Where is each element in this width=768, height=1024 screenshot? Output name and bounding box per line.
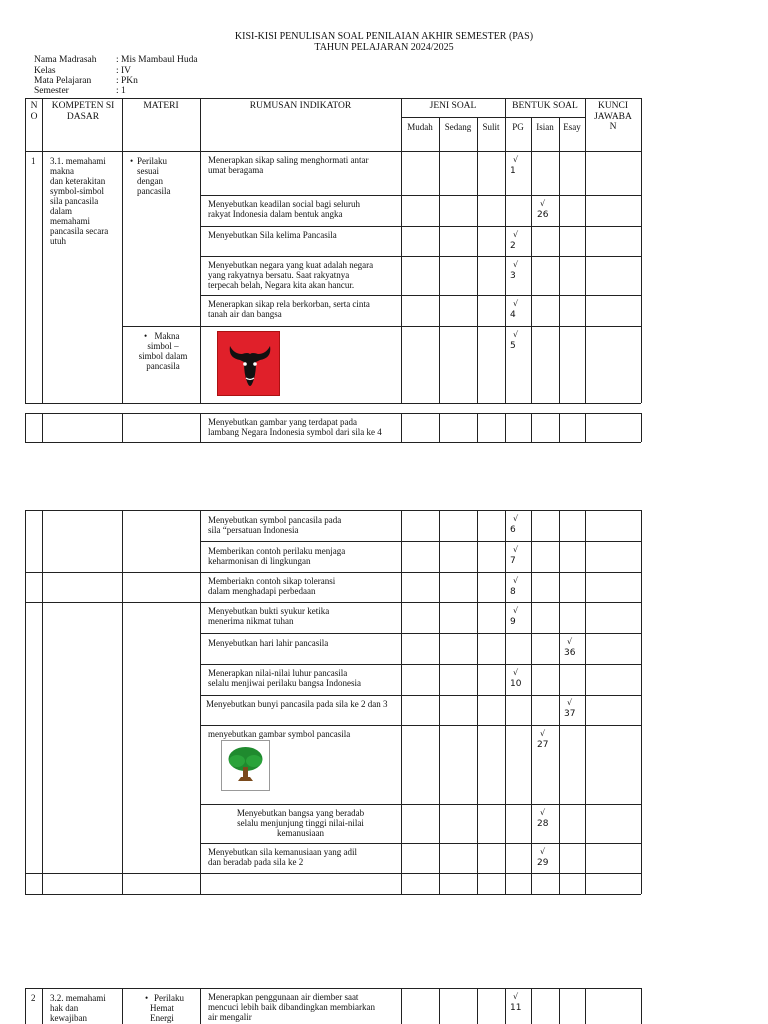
check-isian: √ 28	[537, 808, 549, 829]
check-esay: √ 37	[564, 698, 576, 719]
meta-label-kelas: Kelas	[34, 66, 56, 76]
document-title: KISI-KISI PENULISAN SOAL PENILAIAN AKHIR SEMESTER (PAS)	[234, 31, 534, 42]
row-number: 1	[31, 156, 36, 166]
document-subtitle: TAHUN PELAJARAN 2024/2025	[314, 42, 454, 53]
indikator-2: Menyebutkan keadilan social bagi seluruh rakyat Indonesia dalam bentuk angka	[208, 199, 360, 219]
check-pg: √ 10	[510, 668, 522, 689]
check-pg: √ 11	[510, 992, 522, 1013]
meta-label-semester: Semester	[34, 86, 69, 96]
col-header-no: N O	[30, 101, 38, 122]
col-header-jeni-soal: JENI SOAL	[429, 101, 477, 111]
bullet-icon: •	[130, 156, 134, 166]
indikator-6: Menyebutkan symbol pancasila pada sila “persatuan Indonesia	[208, 515, 342, 535]
check-pg: √ 8	[510, 576, 519, 597]
meta-value-semester: : 1	[116, 86, 126, 96]
row-number: 2	[31, 993, 36, 1003]
kompetensi-dasar: 3.2. memahami hak dan kewajiban	[50, 993, 106, 1023]
kompetensi-dasar: 3.1. memahami makna dan keterakitan symbol-simbol sila pancasila dalam memahami pancasila secara utuh	[50, 156, 109, 246]
check-pg: √ 9	[510, 606, 519, 627]
bullet-icon: •	[145, 993, 149, 1003]
meta-value-mapel: : PKn	[116, 76, 138, 86]
indikator-27: menyebutkan gambar symbol pancasila	[208, 729, 351, 739]
indikator-7: Memberikan contoh perilaku menjaga keharmonisan di lingkungan	[208, 546, 346, 566]
meta-value-kelas: : IV	[116, 66, 132, 76]
col-header-isian: Isian	[536, 122, 554, 132]
check-isian: √ 29	[537, 847, 549, 868]
col-header-materi: MATERI	[143, 101, 179, 111]
materi-hemat-energi: Perilaku Hemat Energi	[150, 993, 184, 1023]
bull-head-icon	[217, 331, 280, 396]
col-header-esay: Esay	[563, 122, 581, 132]
banyan-tree-icon	[221, 740, 270, 791]
indikator-29: Menyebutkan sila kemanusiaan yang adil dan beradab pada sila ke 2	[208, 847, 357, 867]
col-header-indikator: RUMUSAN INDIKATOR	[249, 101, 352, 111]
check-isian: √ 26	[537, 199, 549, 220]
materi-perilaku: Perilaku sesuai dengan pancasila	[137, 156, 171, 196]
check-pg: √ 7	[510, 545, 519, 566]
indikator-4: Menyebutkan negara yang kuat adalah negara yang rakyatnya bersatu. Saat rakyatnya terpecah belah, Negara kita akan hancur.	[208, 260, 374, 290]
check-isian: √ 27	[537, 729, 549, 750]
col-header-kunci: KUNCI JAWABA N	[594, 101, 632, 132]
col-header-pg: PG	[512, 122, 524, 132]
col-header-sulit: Sulit	[482, 122, 500, 132]
col-header-sedang: Sedang	[444, 122, 472, 132]
indikator-10: Menerapkan nilai-nilai luhur pancasila selalu menjiwai perilaku bangsa Indonesia	[208, 668, 361, 688]
indikator-9: Menyebutkan bukti syukur ketika menerima nikmat tuhan	[208, 606, 330, 626]
indikator-8: Memberiakn contoh sikap toleransi dalam menghadapi perbedaan	[208, 576, 336, 596]
check-pg: √ 5	[510, 330, 519, 351]
check-esay: √ 36	[564, 637, 576, 658]
check-pg: √ 1	[510, 155, 519, 176]
indikator-37: Menyebutkan bunyi pancasila pada sila ke 2 dan 3	[206, 699, 388, 709]
col-header-mudah: Mudah	[407, 122, 433, 132]
check-pg: √ 3	[510, 260, 519, 281]
indikator-11: Menerapkan penggunaan air diember saat mencuci lebih baik dibandingkan membiarkan air mengalir	[208, 992, 375, 1022]
indikator-28: Menyebutkan bangsa yang beradab selalu menjunjung tinggi nilai-nilai kemanusiaan	[236, 808, 365, 838]
materi-makna-simbol: Makna simbol – simbol dalam pancasila	[138, 331, 188, 371]
meta-label-madrasah: Nama Madrasah	[34, 55, 97, 65]
indikator-3: Menyebutkan Sila kelima Pancasila	[208, 230, 337, 240]
indikator-1: Menerapkan sikap saling menghormati antar umat beragama	[208, 155, 369, 175]
check-pg: √ 6	[510, 514, 519, 535]
indikator-5: Menerapkan sikap rela berkorban, serta cinta tanah air dan bangsa	[208, 299, 370, 319]
indikator-lambang: Menyebutkan gambar yang terdapat pada lambang Negara Indonesia symbol dari sila ke 4	[208, 417, 382, 437]
indikator-36: Menyebutkan hari lahir pancasila	[208, 638, 329, 648]
check-pg: √ 2	[510, 230, 519, 251]
meta-value-madrasah: : Mis Mambaul Huda	[116, 55, 198, 65]
col-header-bentuk-soal: BENTUK SOAL	[512, 101, 578, 111]
check-pg: √ 4	[510, 299, 519, 320]
col-header-kompetensi: KOMPETEN SI DASAR	[51, 101, 115, 122]
meta-label-mapel: Mata Pelajaran	[34, 76, 92, 86]
bullet-icon: •	[144, 331, 148, 341]
